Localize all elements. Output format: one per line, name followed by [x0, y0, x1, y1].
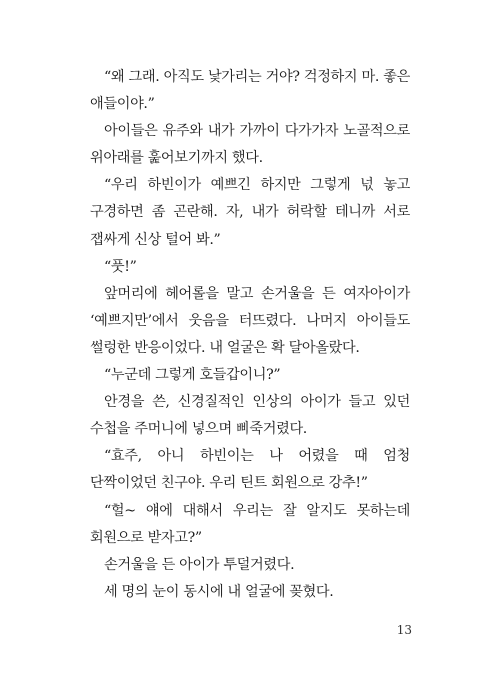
paragraph: “왜 그래. 아직도 낯가리는 거야? 걱정하지 마. 좋은 애들이야.” [90, 69, 410, 113]
page-number: 13 [396, 623, 412, 637]
paragraph: “누군데 그렇게 호들갑이니?” [104, 367, 281, 384]
paragraph: “풋!” [104, 258, 137, 275]
paragraph: 안경을 쓴, 신경질적인 인상의 아이가 들고 있던 수첩을 주머니에 넣으며 삐죽거렸다. [90, 394, 410, 438]
paragraph: “효주, 아니 하빈이는 나 어렸을 때 엄청 단짝이었던 친구야. 우리 틴트 회원으로 강추!” [90, 448, 410, 492]
paragraph: 아이들은 유주와 내가 가까이 다가가자 노골적으로 위아래를 훑어보기까지 했다. [90, 123, 410, 167]
paragraph: 앞머리에 헤어롤을 말고 손거울을 든 여자아이가 ‘예쁘지만’에서 웃음을 터뜨렸다. 나머지 아이들도 썰렁한 반응이었다. 내 얼굴은 확 달아올랐다. [90, 285, 410, 356]
paragraph: 세 명의 눈이 동시에 내 얼굴에 꽂혔다. [104, 583, 334, 600]
body-text [90, 64, 410, 606]
paragraph: 손거울을 든 아이가 투덜거렸다. [104, 556, 295, 573]
paragraph: “헐~ 얘에 대해서 우리는 잘 알지도 못하는데 회원으로 받자고?” [90, 502, 410, 546]
paragraph: “우리 하빈이가 예쁘긴 하지만 그렇게 넋 놓고 구경하면 좀 곤란해. 자, 내가 허락할 테니까 서로 잽싸게 신상 털어 봐.” [90, 177, 410, 248]
